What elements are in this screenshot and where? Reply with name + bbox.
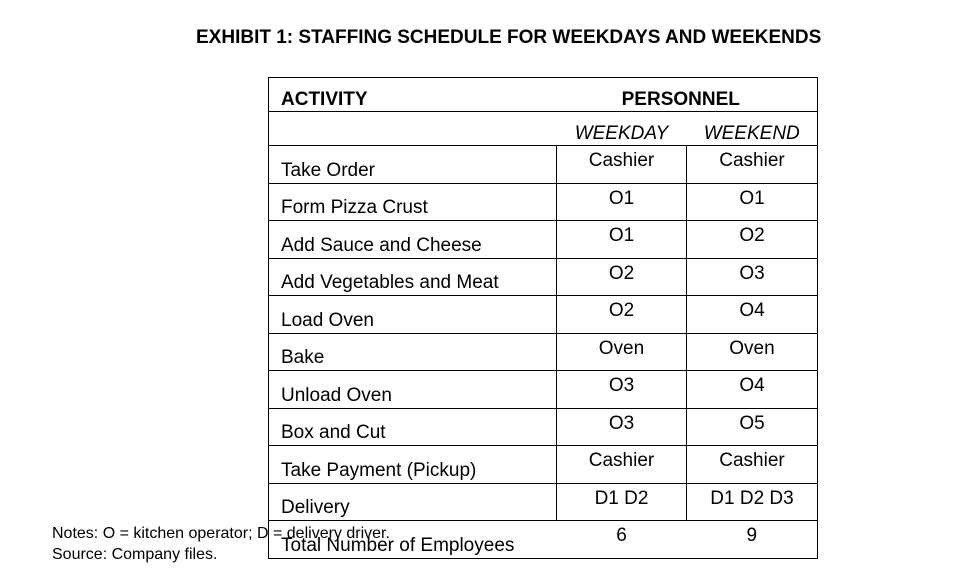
total-label: Total Number of Employees [269,521,557,559]
table-row [269,371,818,409]
table-subheader-row [269,111,818,146]
activity-cell: Bake [269,333,557,371]
weekend-cell: O1 [687,183,818,221]
weekday-cell: O3 [557,408,687,446]
weekday-header: WEEKDAY [557,111,687,146]
weekday-cell: Oven [557,333,687,371]
weekend-cell: O2 [687,221,818,259]
activity-cell: Take Payment (Pickup) [269,446,557,484]
activity-subheader-blank [269,111,557,146]
weekday-cell: O2 [557,258,687,296]
table-row [269,333,818,371]
weekday-cell: Cashier [557,446,687,484]
activity-cell: Delivery [269,483,557,521]
table-row [269,408,818,446]
activity-cell: Add Vegetables and Meat [269,258,557,296]
activity-cell: Unload Oven [269,371,557,409]
weekday-cell: D1 D2 [557,483,687,521]
weekend-cell: Cashier [687,146,818,184]
table-row [269,446,818,484]
weekend-cell: Oven [687,333,818,371]
table-row [269,146,818,184]
personnel-header: PERSONNEL [557,78,818,112]
activity-cell: Form Pizza Crust [269,183,557,221]
staffing-schedule-table [268,77,818,559]
weekend-cell: D1 D2 D3 [687,483,818,521]
table-row [269,258,818,296]
source-line: Source: Company files. [52,546,218,563]
weekend-cell: Cashier [687,446,818,484]
table-row [269,483,818,521]
weekday-cell: O1 [557,183,687,221]
weekday-cell: O2 [557,296,687,334]
weekend-cell: O3 [687,258,818,296]
activity-cell: Box and Cut [269,408,557,446]
total-weekend: 9 [687,521,818,559]
weekend-header: WEEKEND [687,111,818,146]
table-row [269,296,818,334]
exhibit-title: EXHIBIT 1: STAFFING SCHEDULE FOR WEEKDAYS AND WEEKENDS [196,27,822,48]
weekend-cell: O4 [687,296,818,334]
weekend-cell: O4 [687,371,818,409]
activity-cell: Take Order [269,146,557,184]
activity-header: ACTIVITY [269,78,557,112]
table-row [269,221,818,259]
activity-cell: Add Sauce and Cheese [269,221,557,259]
total-weekday: 6 [557,521,687,559]
weekday-cell: Cashier [557,146,687,184]
table-row [269,183,818,221]
notes-line: Notes: O = kitchen operator; D = delivery driver. [52,525,390,542]
weekday-cell: O3 [557,371,687,409]
activity-cell: Load Oven [269,296,557,334]
weekend-cell: O5 [687,408,818,446]
table-header-row [269,78,818,112]
notes-block [52,523,390,565]
weekday-cell: O1 [557,221,687,259]
